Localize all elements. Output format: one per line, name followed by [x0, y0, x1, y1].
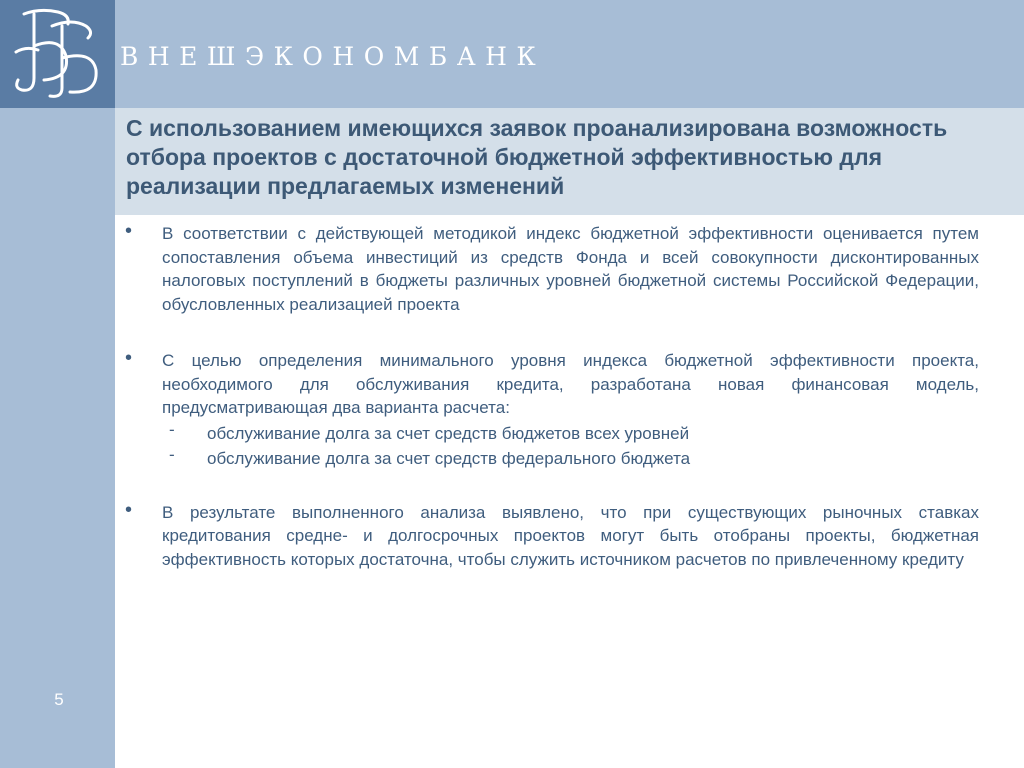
- veb-monogram-logo-icon: [10, 6, 102, 102]
- sub-item: [125, 419, 979, 446]
- slide-content: [125, 222, 979, 571]
- bullet-text: С целью определения минимального уровня индекса бюджетной эффективности проекта, необходимого для обслуживания кредита, разработана новая финансовая модель, предусматривающая два варианта расчета:: [162, 351, 979, 417]
- bullet-text: В результате выполненного анализа выявлено, что при существующих рыночных ставках кредитования средне- и долгосрочных проектов могут быть отобраны проекты, бюджетная эффективность которых достаточна, чтобы служить источником расчетов по привлеченному кредиту: [162, 502, 979, 569]
- bullet-item: [125, 498, 979, 572]
- bullet-dot-icon: •: [125, 347, 133, 369]
- bullet-dot-icon: •: [125, 498, 133, 521]
- bullet-dot-icon: •: [125, 220, 133, 242]
- sub-item-text: обслуживание долга за счет средств федерального бюджета: [207, 449, 691, 468]
- bullet-text: В соответствии с действующей методикой индекс бюджетной эффективности оценивается путем сопоставления объема инвестиций из средств Фонда и всей совокупности дисконтированных налоговых поступлений в бюджеты различных уровней бюджетной системы Российской Федерации, обусловленных реализацией проекта: [162, 224, 979, 314]
- bullet-item: [125, 349, 979, 420]
- sub-item-text: обслуживание долга за счет средств бюджетов всех уровней: [207, 423, 690, 443]
- page-number: 5: [54, 690, 64, 709]
- dash-icon: -: [169, 445, 175, 464]
- bank-name: ВНЕШЭКОНОМБАНК: [120, 42, 546, 71]
- logo-box: [0, 0, 115, 108]
- sub-item: [125, 447, 979, 471]
- slide-title: С использованием имеющихся заявок проанализирована возможность отбора проектов с достаточной бюджетной эффективностью для реализации предлагаемых изменений: [126, 115, 948, 199]
- left-strip: [0, 108, 115, 768]
- bullet-item: [125, 222, 979, 316]
- dash-icon: -: [169, 419, 175, 439]
